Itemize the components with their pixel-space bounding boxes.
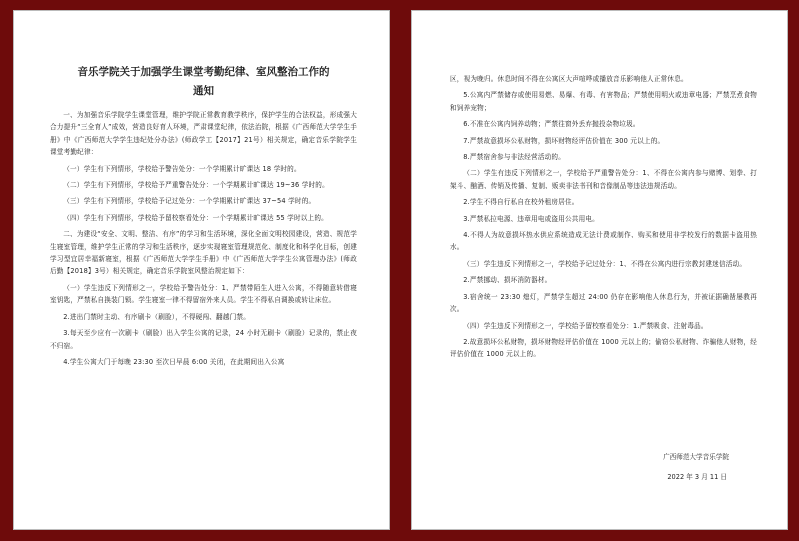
document-page-1	[13, 10, 390, 530]
paragraph-right-1: 5.公寓内严禁储存或使用易燃、易爆、有毒、有害物品；严禁使用明火或违章电器；严禁烹煮食物和饲养宠物；	[450, 91, 757, 112]
paragraph-right-3: 7.严禁故意损坏公私财物，损坏财物经评估价值在 300 元以上的。	[463, 136, 665, 145]
notice-title-line-2: 通知	[193, 85, 214, 97]
paragraph-left-8: 3.每天至少应有一次刷卡（刷脸）出入学生公寓的记录，24 小时无刷卡（刷脸）记录的，禁止夜不归宿。	[50, 329, 357, 350]
paragraph-left-1: （一）学生有下列情形，学校给予警告处分：一个学期累计旷课达 18 学时的。	[63, 164, 301, 173]
paragraph-right-12: （四）学生违反下列情形之一，学校给予留校察看处分：1.严禁吸食、注射毒品。	[463, 321, 708, 330]
paragraph-left-3: （三）学生有下列情形，学校给予记过处分：一个学期累计旷课达 37~54 学时的。	[63, 197, 316, 206]
paragraph-left-4: （四）学生有下列情形，学校给予留校察看处分：一个学期累计旷课达 55 学时以上的。	[63, 213, 328, 222]
paragraph-left-5: 二、为建设“安全、文明、整洁、有序”的学习和生活环境，深化全面文明校园建设，营造、规范学生寝室管理，维护学生正常的学习和生活秩序，逐步实现寝室管理规范化、制度化和科学化目标，创建学习型宜居幸福新寝室，根据《广西师范大学学生手册》中《广西师范大学学生公寓管理办法》(师政后勤【2018】3号）相关规定，确定音乐学院室风整治规定如下：	[50, 230, 357, 276]
paragraph-left-6: （一）学生违反下列情形之一，学校给予警告处分：1、严禁带陌生人进入公寓，不得随意转借寝室钥匙，严禁私自换装门锁。学生寝室一律不得留宿外来人员。学生不得私自调换或转让床位。	[50, 283, 357, 305]
paragraph-left-7: 2.进出门禁时主动、有序刷卡（刷脸），不得硬闯、翻越门禁。	[63, 312, 251, 321]
paragraph-left-0: 一、为加强音乐学院学生课堂管理，维护学院正常教育教学秩序，保护学生的合法权益，形成强大合力提升“三全育人”成效，营造良好育人环境，严肃课堂纪律，依法治院，根据《广西师范大学学生手册》中《广西师范大学学生违纪处分办法》(师政学工【2017】21号）相关规定，确定音乐学院学生课堂考勤纪律：	[50, 111, 357, 157]
page-1-content	[50, 63, 357, 372]
paragraph-right-0: 区，视为晚归。休息时间不得在公寓区大声喧哗或播放音乐影响他人正常休息。	[450, 75, 688, 83]
document-page-2	[411, 10, 788, 530]
paragraph-right-9: （三）学生违反下列情形之一，学校给予记过处分：1、不得在公寓内进行宗教封建迷信活动。	[463, 259, 747, 268]
paragraph-left-2: （二）学生有下列情形，学校给予严重警告处分：一个学期累计旷课达 19~36 学时的。	[63, 181, 329, 190]
page-2-content	[450, 73, 757, 365]
paragraph-right-4: 8.严禁宿舍参与非法经营活动的。	[463, 153, 565, 162]
paragraph-left-9: 4.学生公寓大门于每晚 23:30 至次日早晨 6:00 关闭，在此期间出入公寓	[63, 357, 285, 366]
signature-date: 2022 年 3 月 11 日	[667, 473, 727, 481]
notice-title	[50, 63, 357, 101]
paragraph-right-6: 2.学生不得自行私自在校外租房居住。	[463, 198, 579, 207]
paragraph-right-7: 3.严禁私拉电源、违章用电或盗用公共用电。	[463, 214, 599, 223]
paragraph-right-2: 6.不准在公寓内饲养动物；严禁往窗外丢弃抛投杂物垃圾。	[463, 120, 640, 129]
paragraph-right-13: 2.故意损坏公私财物，损坏财物经评估价值在 1000 元以上的；偷窃公私财物、诈骗他人财物，经评估价值在 1000 元以上的。	[450, 337, 758, 359]
paragraph-right-10: 2.严禁挪动、损坏消防器材。	[463, 276, 552, 285]
paragraph-right-5: （二）学生有违反下列情形之一，学校给予严重警告处分：1、不得在公寓内参与赌博、划拳、打架斗、酗酒、传销及传播、复制、贩卖非法书刊和音像制品等违法违规活动。	[450, 169, 757, 190]
notice-title-line-1: 音乐学院关于加强学生课堂考勤纪律、室风整治工作的	[77, 66, 330, 78]
paragraph-right-11: 3.宿舍统一 23:30 熄灯，严禁学生超过 24:00 仍存在影响他人休息行为，并被证据确凿屡教再次。	[450, 292, 757, 314]
signature-organization: 广西师范大学音乐学院	[663, 453, 729, 461]
paragraph-right-8: 4.不得人为故意损坏热水供应系统造成无法计费或制作、购买和使用非学校发行的数据卡盗用热水。	[450, 231, 757, 252]
